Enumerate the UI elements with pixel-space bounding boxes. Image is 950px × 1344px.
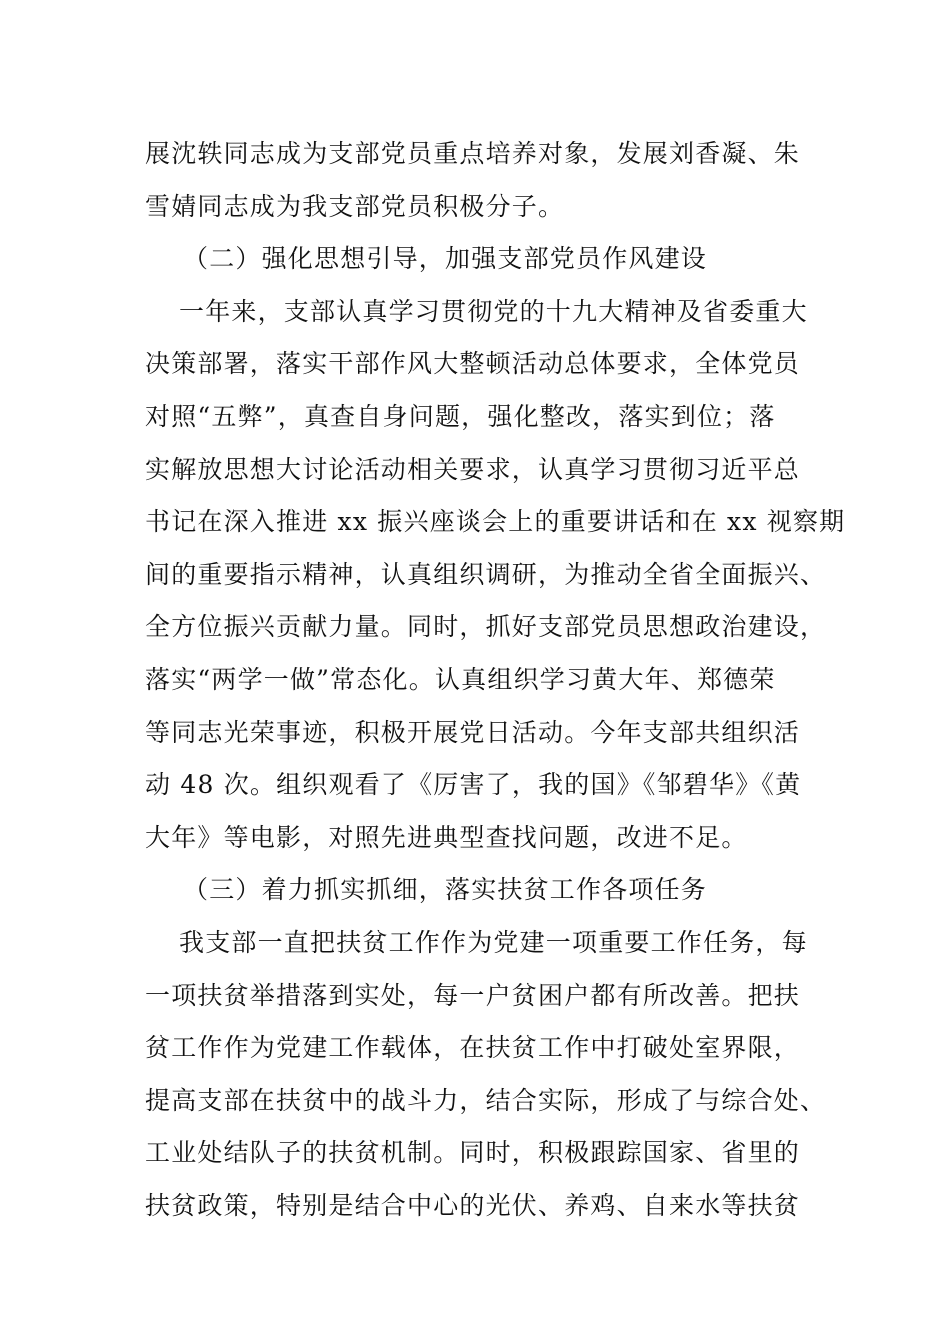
text-line: 动 48 次。组织观看了《厉害了，我的国》《邹碧华》《黄 bbox=[145, 770, 802, 800]
text-line: 全方位振兴贡献力量。同时，抓好支部党员思想政治建设， bbox=[145, 612, 827, 642]
text-line: 等同志光荣事迹，积极开展党日活动。今年支部共组织活 bbox=[145, 717, 801, 747]
text-line: 工业处结队子的扶贫机制。同时，积极跟踪国家、省里的 bbox=[145, 1138, 801, 1168]
text-line: 落实“两学一做”常态化。认真组织学习黄大年、郑德荣 bbox=[145, 664, 776, 694]
section-heading: （二）强化思想引导，加强支部党员作风建设 bbox=[183, 244, 708, 274]
paragraph-start-line: 一年来，支部认真学习贯彻党的十九大精神及省委重大 bbox=[179, 296, 808, 326]
text-line: 扶贫政策，特别是结合中心的光伏、养鸡、自来水等扶贫 bbox=[145, 1190, 801, 1220]
text-line: 贫工作作为党建工作载体，在扶贫工作中打破处室界限， bbox=[145, 1033, 801, 1063]
text-line: 对照“五弊”，真查自身问题，强化整改，落实到位；落 bbox=[145, 401, 776, 431]
text-line: 大年》等电影，对照先进典型查找问题，改进不足。 bbox=[145, 822, 748, 852]
text-line: 决策部署，落实干部作风大整顿活动总体要求，全体党员 bbox=[145, 349, 801, 379]
text-line: 展沈轶同志成为支部党员重点培养对象，发展刘香凝、朱 bbox=[145, 139, 801, 168]
text-line: 一项扶贫举措落到实处，每一户贫困户都有所改善。把扶 bbox=[145, 980, 801, 1010]
text-line: 书记在深入推进 xx 振兴座谈会上的重要讲话和在 xx 视察期 bbox=[145, 507, 846, 537]
text-line: 间的重要指示精神，认真组织调研，为推动全省全面振兴、 bbox=[145, 559, 827, 589]
text-line: 雪婧同志成为我支部党员积极分子。 bbox=[145, 191, 565, 221]
body-text bbox=[145, 128, 846, 1232]
section-heading: （三）着力抓实抓细，落实扶贫工作各项任务 bbox=[183, 875, 708, 905]
text-line: 提高支部在扶贫中的战斗力，结合实际，形成了与综合处、 bbox=[145, 1085, 827, 1115]
paragraph-start-line: 我支部一直把扶贫工作作为党建一项重要工作任务，每 bbox=[179, 927, 808, 957]
text-line: 实解放思想大讨论活动相关要求，认真学习贯彻习近平总 bbox=[145, 454, 801, 484]
